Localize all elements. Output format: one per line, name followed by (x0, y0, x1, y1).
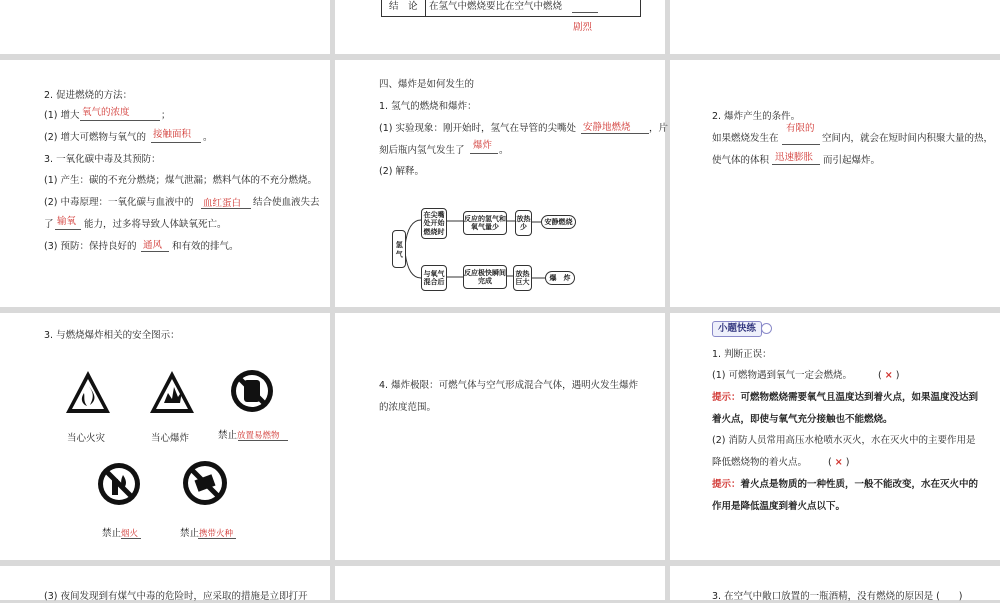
badge-icon (761, 323, 772, 334)
line-volume-post: 而引起爆炸。 (823, 155, 881, 166)
answer-q1: × (884, 370, 893, 381)
hint-1b: 着火点，即使与氧气充分接触也不能燃烧。 (712, 414, 893, 425)
answer-expand: 迅速膨胀 (775, 152, 814, 163)
line-volume: 使气体的体积 (712, 155, 770, 166)
slide-bottom-middle (335, 566, 665, 600)
slide-quick-practice (670, 313, 1000, 560)
hint-1a: 提示：可燃物燃烧需要氧气且温度达到着火点，如果温度没达到 (712, 392, 979, 403)
bottom-right-text: 3. 在空气中敞口放置的一瓶酒精，没有燃烧的原因是 ( ) (712, 591, 963, 602)
diagram-top-4: 安静燃烧 (541, 215, 576, 229)
diagram-top-1: 在尖嘴处开始燃烧时 (421, 208, 447, 239)
blank-ventilation (141, 251, 169, 252)
no-matches-icon (181, 459, 229, 507)
line-limit-2: 的浓度范围。 (379, 402, 437, 413)
answer-quiet-burn: 安静地燃烧 (583, 122, 631, 133)
line-conditions: 2. 爆炸产生的条件。 (712, 111, 801, 122)
hint-2a: 提示：着火点是物质的一种性质，一般不能改变，水在灭火中的 (712, 479, 979, 490)
line-explode-post: 。 (499, 145, 509, 156)
line-prevent-post: 和有效的排气。 (172, 241, 239, 252)
question-2b: 降低燃烧物的着火点。 (712, 457, 808, 468)
diagram-top-2: 反应的氢气和氧气量少 (463, 211, 507, 235)
table-divider (425, 0, 426, 17)
answer-q2: × (834, 457, 843, 468)
line-space: 如果燃烧发生在 (712, 133, 779, 144)
slide-explosion-limit (335, 313, 665, 560)
sign-caption-fire: 当心火灾 (67, 433, 106, 444)
no-fire-icon (96, 461, 142, 507)
line-phenomenon: (1) 实验现象：刚开始时，氢气在导管的尖嘴处 (379, 123, 576, 134)
sign-caption-matches: 禁止携带火种 (180, 528, 234, 539)
diagram-root: 氢 气 (392, 230, 406, 268)
slide-top-middle (335, 0, 665, 54)
answer-hemoglobin: 血红蛋白 (203, 198, 242, 209)
answer-flammables: 放置易燃物 (237, 431, 280, 441)
diagram-bottom-4: 爆 炸 (545, 271, 575, 285)
line-explode: 刻后瓶内氢气发生了 (379, 145, 465, 156)
blank-matches (198, 538, 236, 539)
sign-caption-flammables: 禁止放置易燃物 (218, 430, 280, 441)
fire-warning-icon (64, 369, 112, 415)
answer-explode: 爆炸 (473, 140, 493, 151)
section-title: 四、爆炸是如何发生的 (379, 79, 475, 90)
table-label: 结 论 (389, 1, 418, 12)
answer-oxygen: 氧气的浓度 (82, 107, 130, 118)
line-contact: (2) 增大可燃物与氧气的 (44, 132, 146, 143)
table-blank (572, 12, 598, 13)
line-co-title: 3. 一氧化碳中毒及其预防： (44, 154, 161, 165)
slide-top-right (670, 0, 1000, 54)
blank-hemoglobin (201, 208, 251, 209)
line-space-post: 空间内，就会在短时间内积聚大量的热， (822, 133, 994, 144)
line-prevent: (3) 预防：保持良好的 (44, 241, 137, 252)
blank-contact (151, 142, 201, 143)
line-explain: (2) 解释。 (379, 166, 424, 177)
table-text: 在氢气中燃烧要比在空气中燃烧 (429, 1, 563, 12)
explosion-warning-icon (148, 369, 196, 415)
slide-bottom-right (670, 566, 1000, 600)
blank-oxygen-carry (55, 229, 81, 230)
diagram-bottom-2: 反应极快瞬间完成 (463, 265, 507, 289)
answer-matches: 携带火种 (199, 529, 234, 539)
bottom-left-text: (3) 夜间发现到有煤气中毒的危险时，应采取的措施是立即打开 (44, 591, 308, 602)
diagram-bottom-1: 与氧气混合后 (421, 265, 447, 291)
diagram-bottom-3: 放热巨大 (513, 265, 532, 291)
answer-ventilation: 通风 (143, 240, 163, 251)
line-oxygen: (1) 增大 (44, 110, 80, 121)
blank-flammables (238, 440, 288, 441)
question-1-mark: ( × ) (878, 370, 900, 381)
question-2a: (2) 消防人员常用高压水枪喷水灭火，水在灭火中的主要作用是 (712, 435, 976, 446)
sign-caption-explosion: 当心爆炸 (151, 433, 190, 444)
line-limit-1: 4. 爆炸极限：可燃气体与空气形成混合气体，遇明火发生爆炸 (379, 380, 639, 391)
line-co-source: (1) 产生：碳的不充分燃烧；煤气泄漏；燃料气体的不充分燃烧。 (44, 175, 317, 186)
question-1: (1) 可燃物遇到氧气一定会燃烧。 (712, 370, 852, 381)
sign-caption-no-fire: 禁止烟火 (102, 528, 139, 539)
table-answer: 剧烈 (573, 22, 593, 33)
hint-2b: 作用是降低温度到着火点以下。 (712, 501, 846, 512)
diagram-top-3: 放热少 (515, 210, 532, 236)
slide-explosion-conditions (670, 60, 1000, 307)
line-hydrogen: 1. 氢气的燃烧和爆炸： (379, 101, 477, 112)
question-2-mark: ( × ) (828, 457, 850, 468)
slide-explosion (335, 60, 669, 307)
line-oxygen-carry-post: 能力，过多将导致人体缺氧死亡。 (84, 219, 227, 230)
answer-limited: 有限的 (786, 123, 815, 134)
slide-safety-signs (0, 313, 330, 560)
blank-no-fire (121, 538, 141, 539)
answer-contact: 接触面积 (153, 129, 192, 140)
blank-limited (782, 144, 820, 145)
answer-oxygen-carry: 输氧 (57, 216, 77, 227)
line-promote: 2. 促进燃烧的方法： (44, 90, 133, 101)
slide-top-left (0, 0, 330, 54)
line-phenomenon-post: ，片 (649, 123, 669, 134)
slide-bottom-left (0, 566, 330, 600)
line-oxygen-carry: 了 (44, 219, 54, 230)
practice-badge: 小题快练 (712, 321, 762, 337)
slide-combustion (0, 60, 330, 307)
line-signs-title: 3. 与燃烧爆炸相关的安全图示： (44, 330, 180, 341)
line-judge: 1. 判断正误： (712, 349, 772, 360)
answer-no-fire: 烟火 (121, 529, 139, 539)
blank-oxygen (80, 120, 160, 121)
line-co-mech: (2) 中毒原理：一氧化碳与血液中的 (44, 197, 194, 208)
line-oxygen-post: ； (161, 110, 171, 121)
line-co-mech-post: 结合使血液失去 (253, 197, 320, 208)
blank-expand (772, 164, 820, 165)
line-contact-post: 。 (203, 132, 213, 143)
no-flammables-icon (229, 368, 275, 414)
